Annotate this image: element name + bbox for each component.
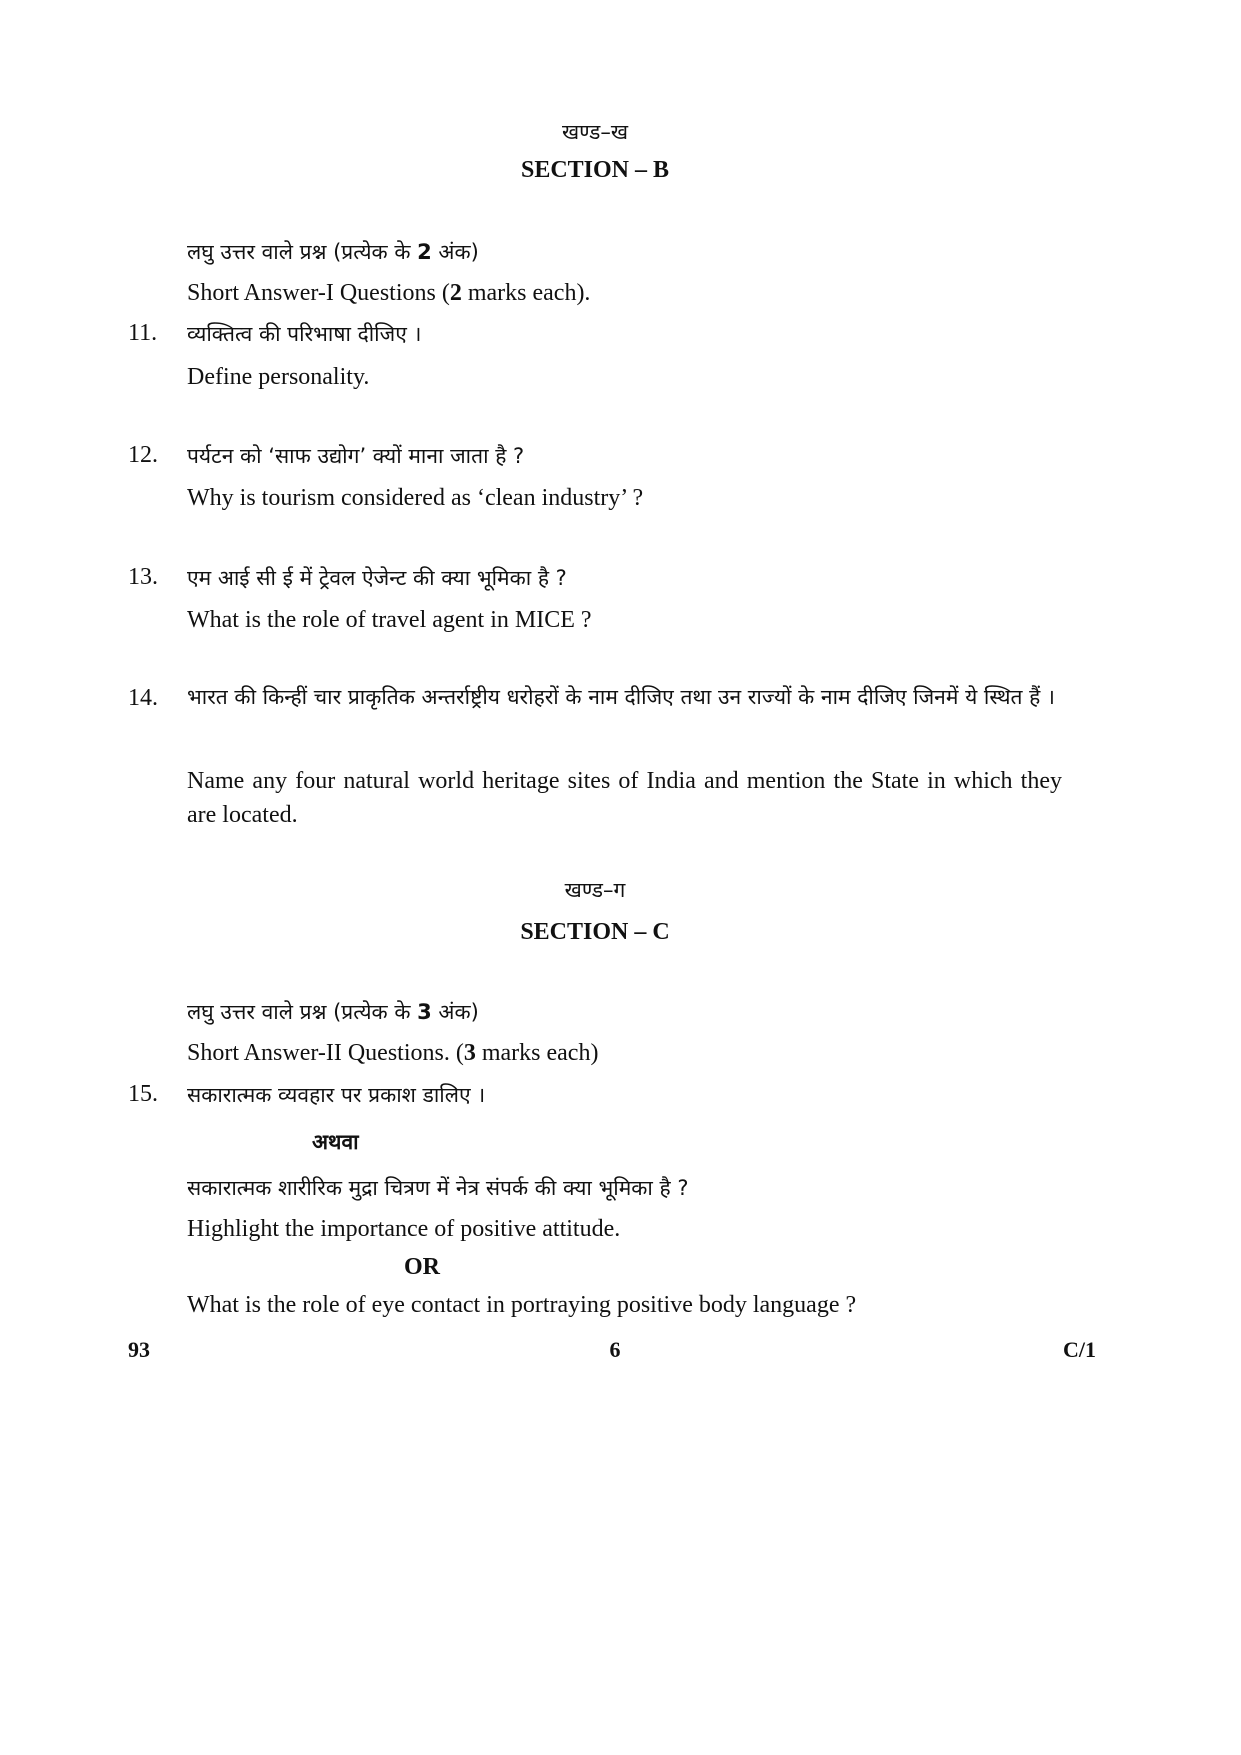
question-text: Highlight the importance of positive attitude. bbox=[187, 1216, 621, 1242]
section-c-heading-hindi: खण्ड–ग bbox=[564, 878, 626, 902]
question-number: 15. bbox=[128, 1081, 158, 1107]
question-number: 12. bbox=[128, 442, 158, 468]
section-b-heading: SECTION – B bbox=[520, 157, 670, 183]
question-text: Define personality. bbox=[187, 364, 370, 390]
question-text: Why is tourism considered as ‘clean industry’ ? bbox=[187, 485, 644, 511]
or-label: OR bbox=[404, 1254, 440, 1280]
question-text-hindi: भारत की किन्हीं चार प्राकृतिक अन्तर्राष्ट्रीय धरोहरों के नाम दीजिए तथा उन राज्यों के नाम दीजिए जिनमें ये स्थित हैं । bbox=[187, 685, 1055, 709]
question-text-hindi: पर्यटन को ‘साफ उद्योग’ क्यों माना जाता है ? bbox=[187, 444, 525, 468]
question-number: 13. bbox=[128, 564, 158, 590]
question-text: What is the role of travel agent in MICE ? bbox=[187, 607, 592, 633]
question-number: 11. bbox=[128, 320, 158, 346]
question-text-hindi: सकारात्मक व्यवहार पर प्रकाश डालिए । bbox=[187, 1083, 486, 1107]
section-b-instruction-hindi: लघु उत्तर वाले प्रश्न (प्रत्येक के 2 अंक) bbox=[187, 240, 479, 264]
question-text-hindi-alternative: सकारात्मक शारीरिक मुद्रा चित्रण में नेत्र संपर्क की क्या भूमिका है ? bbox=[187, 1176, 689, 1200]
question-text-alternative: What is the role of eye contact in portraying positive body language ? bbox=[187, 1292, 857, 1318]
footer-set: C/1 bbox=[1063, 1337, 1096, 1362]
question-number: 14. bbox=[128, 685, 158, 711]
section-b-instruction: Short Answer-I Questions (2 marks each). bbox=[187, 280, 591, 306]
section-b-heading-hindi: खण्ड–ख bbox=[561, 120, 629, 144]
page-number: 6 bbox=[609, 1337, 621, 1362]
question-text: Name any four natural world heritage sites of India and mention the State in which they are located. bbox=[187, 768, 1062, 828]
section-c-heading: SECTION – C bbox=[520, 919, 670, 945]
question-text-hindi: एम आई सी ई में ट्रेवल ऐजेन्ट की क्या भूमिका है ? bbox=[187, 566, 567, 590]
footer-code: 93 bbox=[128, 1337, 150, 1362]
section-c-instruction-hindi: लघु उत्तर वाले प्रश्न (प्रत्येक के 3 अंक) bbox=[187, 1000, 479, 1024]
section-c-instruction: Short Answer-II Questions. (3 marks each) bbox=[187, 1040, 599, 1066]
or-label-hindi: अथवा bbox=[312, 1130, 359, 1154]
question-text-hindi: व्यक्तित्व की परिभाषा दीजिए । bbox=[187, 322, 422, 346]
